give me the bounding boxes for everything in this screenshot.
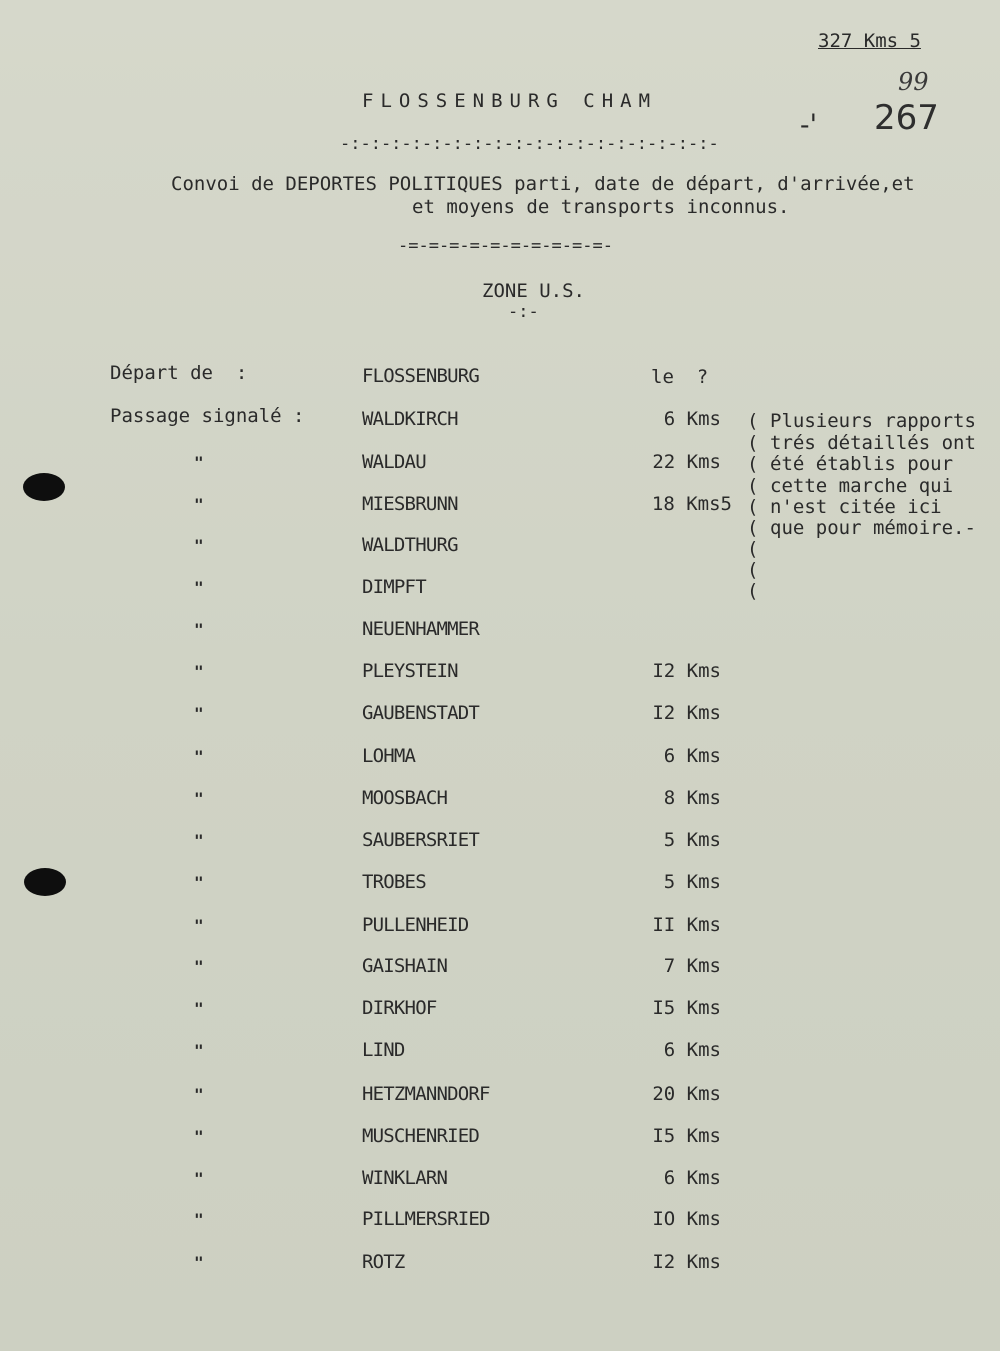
- ditto-mark: ": [194, 536, 204, 555]
- reference-number: 327 Kms 5: [818, 30, 921, 52]
- ditto-mark: ": [194, 1041, 204, 1060]
- stop-place: DIRKHOF: [362, 997, 437, 1019]
- stop-place: TROBES: [362, 871, 426, 893]
- side-note-line: n'est citée ici: [770, 496, 942, 518]
- stop-distance: 20 Kms: [652, 1083, 721, 1105]
- stop-distance: I2 Kms: [652, 702, 721, 724]
- side-note-line: Plusieurs rapports: [770, 410, 976, 432]
- ditto-mark: ": [194, 578, 204, 597]
- ditto-mark: ": [194, 831, 204, 850]
- stop-distance: 5 Kms: [663, 829, 721, 851]
- stop-place: LIND: [362, 1039, 405, 1061]
- stop-place: PULLENHEID: [362, 914, 469, 936]
- punch-hole: [24, 868, 66, 896]
- stop-place: HETZMANNDORF: [362, 1083, 490, 1105]
- stop-place: PLEYSTEIN: [362, 660, 458, 682]
- bracket-mark: (: [747, 517, 759, 539]
- stop-distance: 6 Kms: [663, 408, 721, 430]
- stop-place: MUSCHENRIED: [362, 1125, 480, 1147]
- ditto-mark: ": [194, 495, 204, 514]
- stop-distance: 18 Kms5: [651, 493, 732, 515]
- ditto-mark: ": [194, 1169, 204, 1188]
- stop-distance: 22 Kms: [652, 451, 721, 473]
- stop-place: MOOSBACH: [362, 787, 448, 809]
- ditto-mark: ": [194, 1253, 204, 1272]
- bracket-mark: (: [747, 453, 759, 475]
- side-note-line: trés détaillés ont: [770, 432, 976, 454]
- stop-place: WINKLARN: [362, 1167, 448, 1189]
- bracket-mark: (: [747, 496, 759, 518]
- bracket-mark: (: [747, 559, 759, 581]
- ditto-mark: ": [194, 620, 204, 639]
- ditto-mark: ": [194, 1085, 204, 1104]
- stop-distance: 7 Kms: [663, 955, 721, 977]
- stop-place: LOHMA: [362, 745, 416, 767]
- ditto-mark: ": [194, 873, 204, 892]
- stop-place: GAISHAIN: [362, 955, 448, 977]
- subtitle-line-2: et moyens de transports inconnus.: [412, 196, 790, 218]
- departure-date: le ?: [651, 366, 709, 388]
- stop-distance: II Kms: [652, 914, 721, 936]
- punch-hole: [23, 473, 65, 501]
- stop-distance: I5 Kms: [652, 1125, 721, 1147]
- subtitle-line-1: Convoi de DEPORTES POLITIQUES parti, date de départ, d'arrivée,et: [171, 173, 915, 195]
- stop-distance: 6 Kms: [663, 1167, 721, 1189]
- stop-place: SAUBERSRIET: [362, 829, 480, 851]
- stop-place: WALDKIRCH: [362, 408, 458, 430]
- ditto-mark: ": [194, 1127, 204, 1146]
- side-note-line: été établis pour: [770, 453, 954, 475]
- stop-place: ROTZ: [362, 1251, 405, 1273]
- ditto-mark: ": [194, 662, 204, 681]
- bracket-mark: (: [747, 580, 759, 602]
- handwritten-note: 99: [898, 68, 929, 96]
- departure-label: Départ de :: [110, 362, 248, 384]
- side-note-line: cette marche qui: [770, 475, 954, 497]
- stop-place: NEUENHAMMER: [362, 618, 480, 640]
- bracket-mark: (: [747, 475, 759, 497]
- document-title: FLOSSENBURG CHAM: [362, 90, 658, 112]
- stop-distance: I5 Kms: [652, 997, 721, 1019]
- stop-distance: 8 Kms: [663, 787, 721, 809]
- stop-place: PILLMERSRIED: [362, 1208, 490, 1230]
- ditto-mark: ": [194, 957, 204, 976]
- side-note-line: que pour mémoire.-: [770, 517, 976, 539]
- bracket-mark: (: [747, 538, 759, 560]
- stop-distance: I2 Kms: [652, 1251, 721, 1273]
- ditto-mark: ": [194, 453, 204, 472]
- ditto-mark: ": [194, 1210, 204, 1229]
- stop-distance: IO Kms: [652, 1208, 721, 1230]
- stop-distance: 6 Kms: [663, 1039, 721, 1061]
- stop-place: DIMPFT: [362, 576, 426, 598]
- stop-distance: 5 Kms: [663, 871, 721, 893]
- bracket-mark: (: [747, 410, 759, 432]
- stop-place: WALDTHURG: [362, 534, 458, 556]
- stop-place: GAUBENSTADT: [362, 702, 480, 724]
- stop-place: MIESBRUNN: [362, 493, 458, 515]
- passage-label: Passage signalé :: [110, 405, 305, 427]
- subtitle-separator: -=-=-=-=-=-=-=-=-=-=-: [398, 236, 613, 256]
- ditto-mark: ": [194, 916, 204, 935]
- stop-distance: 6 Kms: [663, 745, 721, 767]
- bracket-mark: (: [747, 432, 759, 454]
- departure-place: FLOSSENBURG: [362, 365, 480, 387]
- title-separator: -:-:-:-:-:-:-:-:-:-:-:-:-:-:-:-:-:-:-: [340, 134, 719, 154]
- ditto-mark: ": [194, 789, 204, 808]
- page-number: 267: [874, 98, 939, 138]
- stop-distance: I2 Kms: [652, 660, 721, 682]
- ditto-mark: ": [194, 747, 204, 766]
- zone-heading: ZONE U.S.: [482, 280, 585, 302]
- page-mark: -': [800, 108, 818, 141]
- stop-place: WALDAU: [362, 451, 426, 473]
- ditto-mark: ": [194, 999, 204, 1018]
- ditto-mark: ": [194, 704, 204, 723]
- zone-mark: -:-: [508, 302, 539, 322]
